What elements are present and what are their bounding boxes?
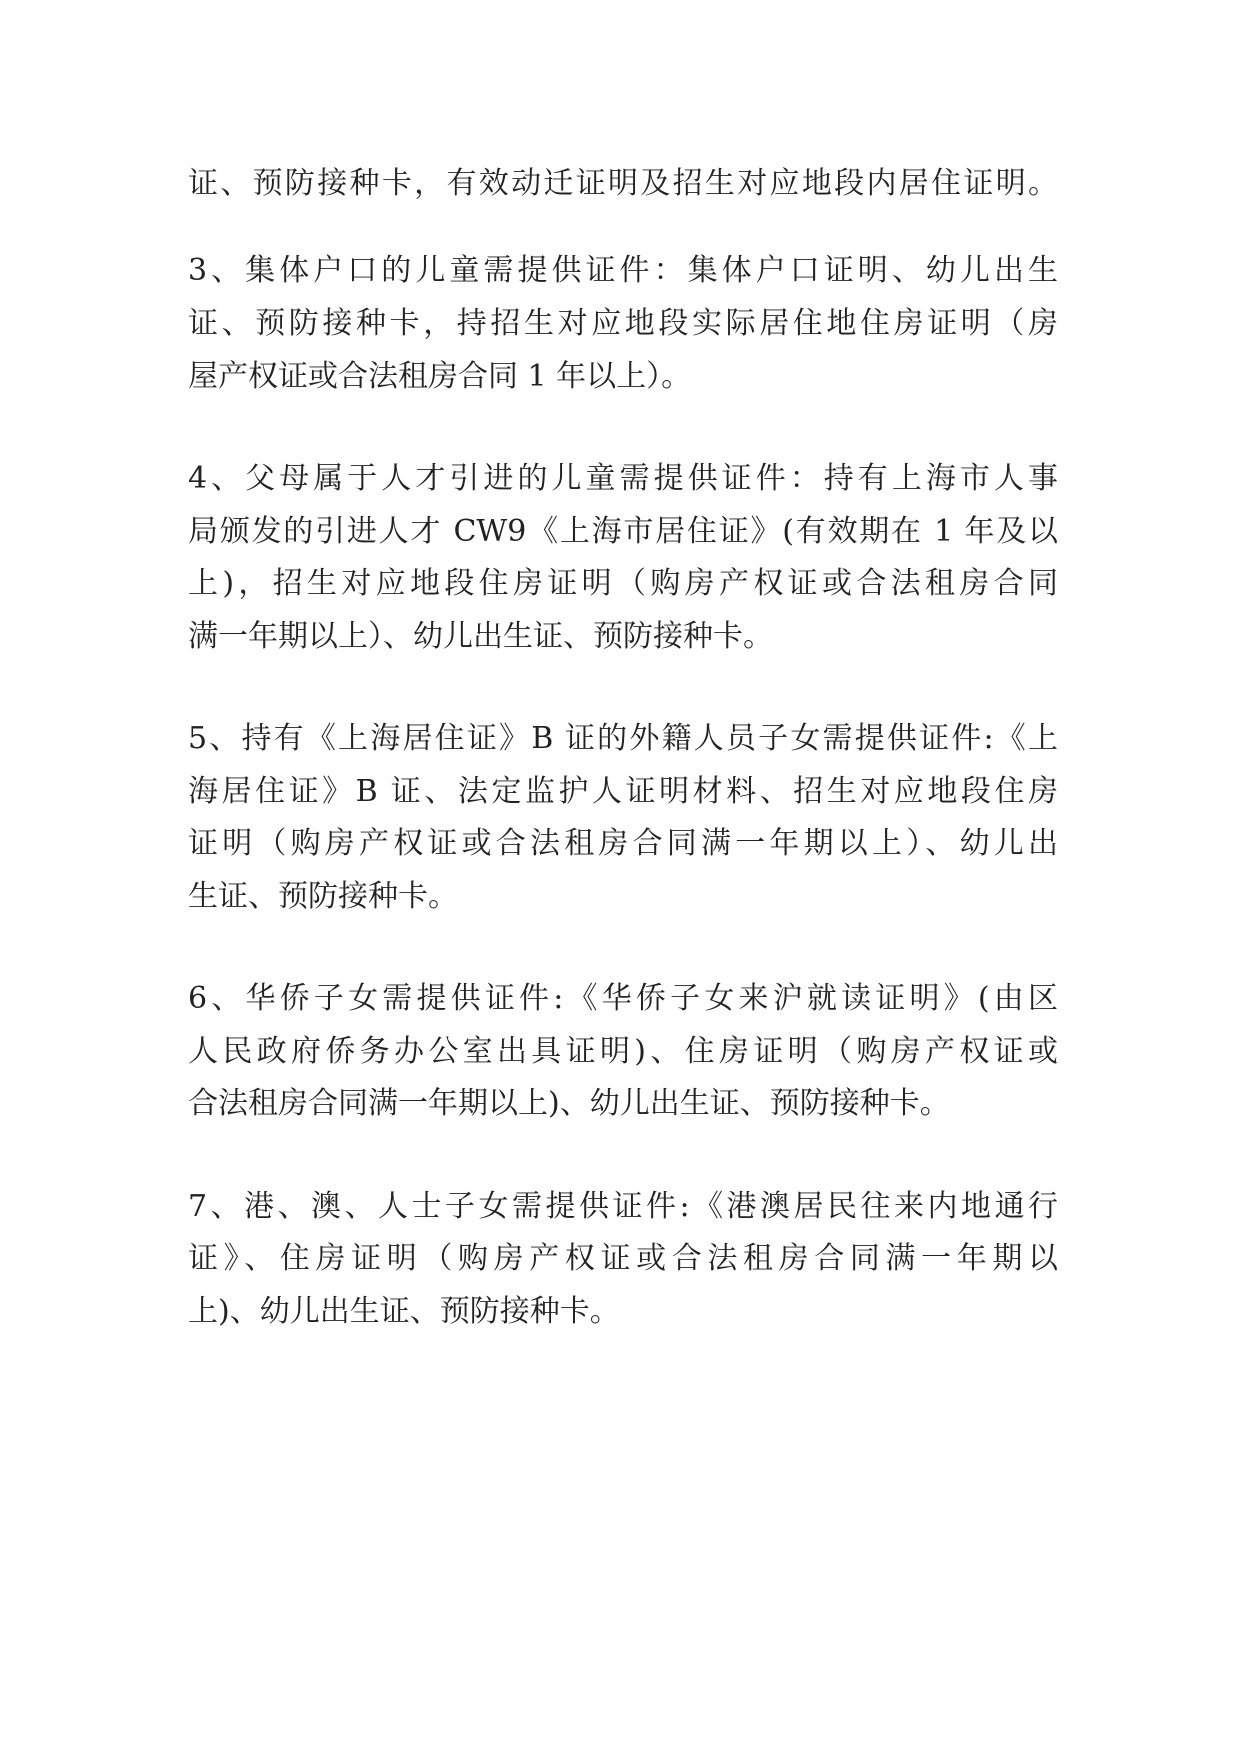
text-line: 7、港、澳、人士子女需提供证件:《港澳居民往来内地通行: [188, 1189, 1058, 1224]
text-line: 5、持有《上海居住证》B 证的外籍人员子女需提供证件:《上: [188, 721, 1058, 756]
text-line: 生证、预防接种卡。: [188, 879, 458, 914]
text-line: 4、父母属于人才引进的儿童需提供证件：持有上海市人事: [188, 461, 1058, 496]
text-line: 局颁发的引进人才 CW9《上海市居住证》(有效期在 1 年及以: [188, 514, 1058, 549]
text-line: 海居住证》B 证、法定监护人证明材料、招生对应地段住房: [188, 774, 1058, 809]
text-line: 6、华侨子女需提供证件:《华侨子女来沪就读证明》(由区: [188, 981, 1058, 1016]
text-line: 上)、幼儿出生证、预防接种卡。: [188, 1294, 620, 1329]
text-line: 证明（购房产权证或合法租房合同满一年期以上）、幼儿出: [188, 826, 1058, 861]
text-line: 证、预防接种卡，持招生对应地段实际居住地住房证明（房: [188, 306, 1058, 341]
text-line: 人民政府侨务办公室出具证明)、住房证明（购房产权证或: [188, 1034, 1058, 1069]
text-line: 证、预防接种卡，有效动迁证明及招生对应地段内居住证明。: [188, 166, 1058, 201]
text-line: 满一年期以上）、幼儿出生证、预防接种卡。: [188, 619, 773, 654]
text-line: 屋产权证或合法租房合同 1 年以上）。: [188, 359, 692, 394]
text-line: 合法租房合同满一年期以上)、幼儿出生证、预防接种卡。: [188, 1086, 950, 1121]
text-line: 证》、住房证明（购房产权证或合法租房合同满一年期以: [188, 1241, 1058, 1276]
text-line: 3、集体户口的儿童需提供证件：集体户口证明、幼儿出生: [188, 253, 1058, 288]
text-line: 上)，招生对应地段住房证明（购房产权证或合法租房合同: [188, 566, 1058, 601]
